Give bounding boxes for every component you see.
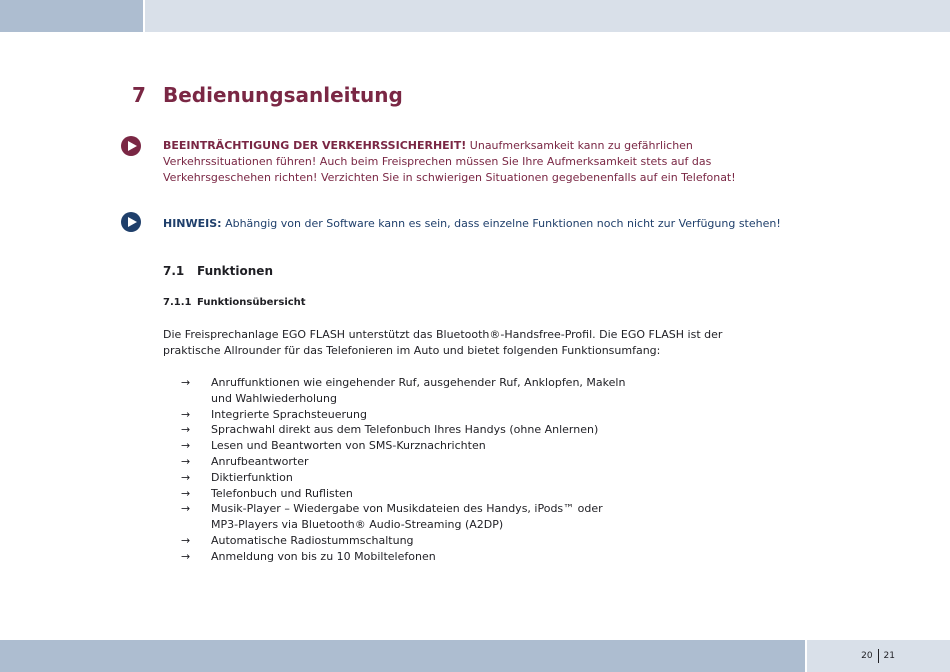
- list-item: [181, 454, 631, 470]
- warning-notice: [163, 138, 788, 186]
- list-item-text: Sprachwahl direkt aus dem Telefonbuch Ihres Handys (ohne Anlernen): [211, 423, 599, 437]
- list-item: [181, 533, 631, 549]
- list-item-text: Lesen und Beantworten von SMS-Kurznachrichten: [211, 439, 486, 453]
- arrow-icon: →: [181, 486, 191, 500]
- arrow-icon: →: [181, 502, 191, 516]
- list-item: [181, 549, 631, 565]
- arrow-icon: →: [181, 533, 191, 547]
- arrow-icon: →: [181, 439, 191, 453]
- header-bar-right: [145, 0, 950, 32]
- list-item: [181, 470, 631, 486]
- hint-text: Abhängig von der Software kann es sein, dass einzelne Funktionen noch nicht zur Verfügung stehen!: [221, 217, 781, 230]
- page-number-left: 20: [861, 651, 873, 661]
- list-item: [181, 486, 631, 502]
- intro-paragraph: Die Freisprechanlage EGO FLASH unterstützt das Bluetooth®-Handsfree-Profil. Die EGO FLASH ist der praktische Allrounder für das Telefonieren im Auto und bietet folgenden Funktionsumfang:: [163, 328, 723, 357]
- arrow-icon: →: [181, 376, 191, 389]
- page-divider: [878, 649, 879, 663]
- page-numbers: [861, 649, 895, 663]
- list-item-text: Integrierte Sprachsteuerung: [211, 407, 367, 421]
- section-number: 7.1: [163, 264, 185, 278]
- list-item: [181, 422, 631, 438]
- list-item-text: Diktierfunktion: [211, 470, 293, 484]
- footer-bar-left: [0, 640, 805, 672]
- warning-text: Unaufmerksamkeit kann zu gefährlichen Verkehrssituationen führen! Auch beim Freisprechen müssen Sie Ihre Aufmerksamkeit stets auf das Verkehrsgeschehen richten! Verzichten Sie in schwierigen Situationen gegebenenfalls auf ein Telefonat!: [163, 139, 736, 184]
- subsection-title: Funktionsübersicht: [197, 297, 306, 308]
- list-item: [181, 438, 631, 454]
- arrow-icon: →: [181, 423, 191, 437]
- arrow-icon: →: [181, 470, 191, 484]
- hint-play-icon: [121, 212, 141, 232]
- page-number-right: 21: [883, 651, 895, 661]
- warning-label: BEEINTRÄCHTIGUNG DER VERKEHRSSICHERHEIT!: [163, 139, 467, 152]
- section-title: Funktionen: [197, 264, 273, 278]
- arrow-icon: →: [181, 407, 191, 421]
- subsection-number: 7.1.1: [163, 297, 192, 308]
- feature-list: [181, 375, 631, 565]
- list-item-text: Automatische Radiostummschaltung: [211, 533, 414, 547]
- list-item: [181, 407, 631, 423]
- chapter-number: 7: [132, 83, 146, 107]
- arrow-icon: →: [181, 549, 191, 563]
- list-item-text: Musik-Player – Wiedergabe von Musikdateien des Handys, iPods™ oder MP3-Players via Bluetooth® Audio-Streaming (A2DP): [211, 502, 603, 532]
- warning-play-icon: [121, 136, 141, 156]
- list-item-text: Anrufbeantworter: [211, 454, 309, 468]
- arrow-icon: →: [181, 454, 191, 468]
- hint-label: HINWEIS:: [163, 217, 222, 230]
- list-item: [181, 375, 631, 407]
- hint-notice: [163, 216, 788, 232]
- list-item-text: Anmeldung von bis zu 10 Mobiltelefonen: [211, 549, 436, 563]
- list-item-text: Anruffunktionen wie eingehender Ruf, ausgehender Ruf, Anklopfen, Makeln und Wahlwiederholung: [211, 376, 626, 405]
- list-item: [181, 501, 631, 533]
- chapter-title: Bedienungsanleitung: [163, 83, 403, 107]
- header-bar-left: [0, 0, 143, 32]
- list-item-text: Telefonbuch und Ruflisten: [211, 486, 353, 500]
